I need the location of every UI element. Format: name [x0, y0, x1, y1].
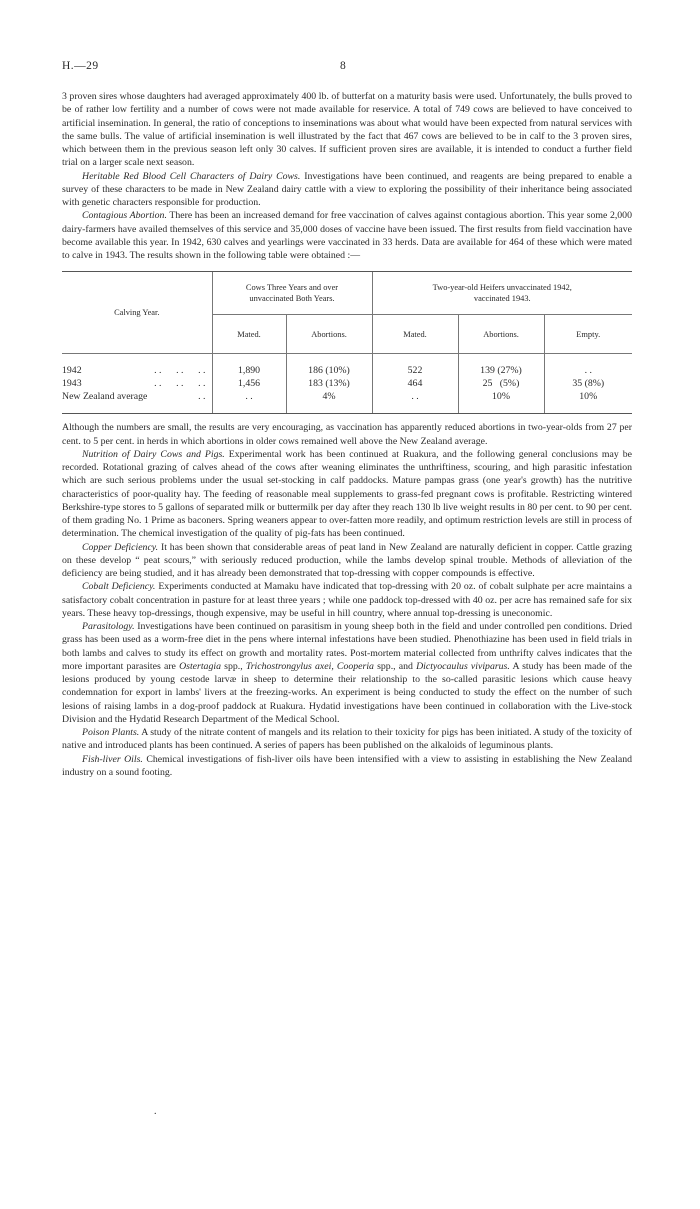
page-header	[62, 60, 632, 80]
after-table-paragraph: Although the numbers are small, the results are very encouraging, as vaccination has apparently reduced abortions in two-year-olds from 27 per cent. to 5 per cent. in herds in which abortions in older cows remained well above the New Zealand average.	[62, 422, 632, 447]
cell-mated-b: 464	[372, 377, 458, 390]
cell-mated-a: 1,456	[212, 377, 286, 390]
group-b-header: Two-year-old Heifers unvaccinated 1942, vaccinated 1943.	[372, 272, 632, 315]
abortion-paragraph	[62, 209, 632, 262]
copper-heading: Copper Deficiency.	[82, 541, 159, 553]
heritable-paragraph	[62, 170, 632, 210]
parasitology-text-4: A study has been made of the lesions produced by young cestode larvæ in sheep to determine their relationship to the so-called parasitic lesions which cause heavy condemnation for export in lambs' livers at the freezing-works. An experiment is being conducted to study the effect on the number of such lesions of raising lambs in a dog-proof paddock at Ruakura. Hydatid investigations have been continued in collaboration with the Live-stock Division and the Hydatid Research Department of the Medical School.	[62, 660, 632, 725]
copper-text: It has been shown that considerable areas of peat land in New Zealand are naturally deficient in copper. Cattle grazing on these develop “ peat scours,” with seriously reduced production, while the lambs develop spinal trouble. Methods of alleviation of the deficiency are being studied, and it has already been demonstrated that top-dressing with copper compounds is effective.	[62, 541, 632, 579]
cell-abortions-a: 4%	[286, 390, 372, 414]
calving-year-header: Calving Year.	[62, 272, 212, 354]
row-dots: . . . . . .	[154, 378, 206, 390]
cell-abortions-a: 183 (13%)	[286, 377, 372, 390]
cell-abortions-b: 25 (5%)	[458, 377, 544, 390]
parasitology-text-3: spp., and	[377, 660, 413, 672]
poison-heading: Poison Plants.	[82, 727, 140, 738]
mated-a-header: Mated.	[212, 315, 286, 354]
row-year: New Zealand average	[62, 391, 148, 403]
nutrition-paragraph	[62, 448, 632, 541]
heritable-text: Investigations have been continued, and reagents are being prepared to enable a survey of these characters to be made in New Zealand dairy cattle with a view to exploring the possibility of their inheritance being associated with genetic characters responsible for production.	[62, 170, 633, 208]
empty-b-header: Empty.	[544, 315, 632, 354]
abortions-a-header: Abortions.	[286, 315, 372, 354]
table-row	[62, 377, 632, 390]
row-dots: . .	[198, 391, 206, 403]
fish-paragraph	[62, 753, 632, 780]
row-year: 1942	[62, 365, 82, 377]
cell-empty-b: 35 (8%)	[544, 377, 632, 390]
fish-heading: Fish-liver Oils.	[82, 753, 143, 765]
cell-empty-b: 10%	[544, 390, 632, 414]
vaccination-results-table	[62, 271, 632, 414]
cobalt-text: Experiments conducted at Mamaku have indicated that top-dressing with 20 oz. of cobalt sulphate per acre maintains a satisfactory cobalt concentration in pasture for at least three years ; while one paddock top-dressed with 40 oz. per acre has remained safe for six years. These heavy top-dressings, though expensive, may be useful in hill country, where annual top-dressing is uneconomic.	[62, 581, 632, 619]
cobalt-heading: Cobalt Deficiency.	[82, 581, 156, 593]
genus-trichostrongylus: Trichostrongylus axei, Cooperia	[245, 660, 374, 672]
parasitology-text-1: Investigations have been continued on parasitism in young sheep both in the field and under controlled pen conditions. Dried grass has been used as a worm-free diet in the pens where internal infestations have been studied. Phenothiazine has been used in field trials in both lambs and calves to study its effect on growth and mortality rates. Post-mortem material collected from unthrifty calves indicates that the more important parasites are	[62, 621, 632, 672]
parasitology-paragraph	[62, 620, 632, 726]
document-page	[62, 60, 632, 779]
document-code: H.—29	[62, 60, 99, 72]
cell-abortions-b: 10%	[458, 390, 544, 414]
cell-empty-b: . .	[544, 354, 632, 378]
stray-mark: .	[154, 1106, 157, 1117]
cell-mated-a: 1,890	[212, 354, 286, 378]
abortion-text: There has been an increased demand for free vaccination of calves against contagious abortion. This year some 2,000 dairy-farmers have availed themselves of this service and 35,000 doses of vaccine have been issued. The first results from field vaccination have become available this year. In 1942, 630 calves and yearlings were vaccinated in 33 herds. Data are available for 464 of these which were mated to calve in 1943. The results shown in the following table were obtained :—	[62, 210, 632, 261]
parasitology-heading: Parasitology.	[82, 621, 135, 632]
cell-abortions-a: 186 (10%)	[286, 354, 372, 378]
copper-paragraph	[62, 541, 632, 581]
nutrition-heading: Nutrition of Dairy Cows and Pigs.	[82, 448, 225, 460]
heritable-heading: Heritable Red Blood Cell Characters of Dairy Cows.	[82, 170, 301, 182]
group-a-header: Cows Three Years and over unvaccinated Both Years.	[212, 272, 372, 315]
cell-mated-a: . .	[212, 390, 286, 414]
fish-text: Chemical investigations of fish-liver oils have been intensified with a view to assisting in establishing the New Zealand industry on a sound footing.	[62, 753, 632, 778]
page-number: 8	[340, 60, 347, 72]
row-year: 1943	[62, 378, 82, 390]
mated-b-header: Mated.	[372, 315, 458, 354]
cell-mated-b: . .	[372, 390, 458, 414]
cell-abortions-b: 139 (27%)	[458, 354, 544, 378]
intro-paragraph: 3 proven sires whose daughters had averaged approximately 400 lb. of butterfat on a maturity basis were used. Unfortunately, the bulls proved to be of rather low fertility and a number of cows were not made available for reservice. A total of 749 cows are believed to have conceived to artificial insemination. In general, the ratio of conceptions to inseminations was about what would have been expected from natural services with the same bulls. The value of artificial insemination is well illustrated by the fact that 467 cows are believed to be in calf to the 3 proven sires, which between them in the previous season left only 30 calves. If sufficient proven sires are available, it is intended to conduct a further field trial on a larger scale next season.	[62, 91, 632, 169]
cobalt-paragraph	[62, 580, 632, 620]
table-row	[62, 354, 632, 378]
genus-dictyocaulus: Dictyocaulus viviparus.	[416, 660, 510, 672]
nutrition-text: Experimental work has been continued at Ruakura, and the following general conclusions may be recorded. Rotational grazing of calves ahead of the cows after weaning eliminates the unthriftiness, scouring, and high parasitic infestation which are such serious problems under the usual set-stocking in calf paddocks. Mature pampas grass (one year's growth) has the nutritive characteristics of poor-quality hay. The feeding of reasonable meal supplements to grass-fed pregnant cows is profitable. Restricting wintered Berkshire-type stores to 5 gallons of separated milk or buttermilk per day after they reach 130 lb live weight results in 80 per cent. to 90 per cent. of them grading No. 1 Prime as baconers. Spring weaners appear to over-fatten more readily, and optimum restriction levels are still in process of determination. The chemical investigation of the quality of pig-fats has been continued.	[62, 448, 633, 540]
poison-paragraph	[62, 726, 632, 753]
abortions-b-header: Abortions.	[458, 315, 544, 354]
genus-ostertagia: Ostertagia	[179, 660, 221, 672]
cell-mated-b: 522	[372, 354, 458, 378]
table-row	[62, 390, 632, 414]
poison-text: A study of the nitrate content of mangels and its relation to their toxicity for pigs has been initiated. A study of the toxicity of native and introduced plants has been continued. A series of papers has been published on the alkaloids of leguminous plants.	[62, 727, 632, 752]
row-dots: . . . . . .	[154, 365, 206, 377]
parasitology-text-2: spp.,	[224, 660, 243, 672]
abortion-heading: Contagious Abortion.	[82, 210, 167, 222]
